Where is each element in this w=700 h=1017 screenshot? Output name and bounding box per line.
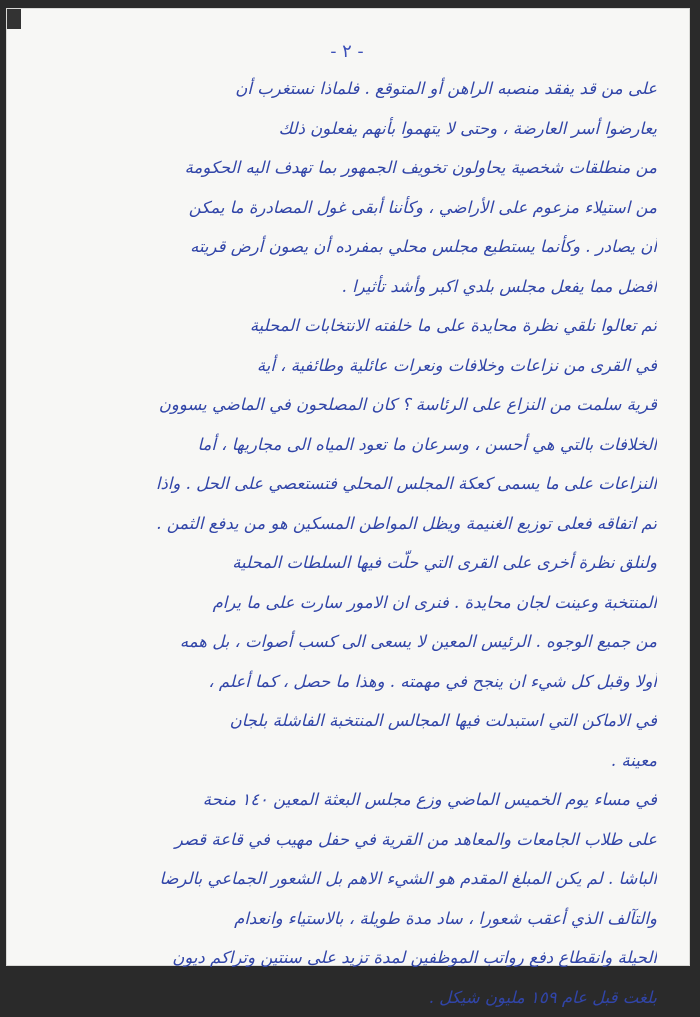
text-line: ثم تعالوا نلقي نظرة محايدة على ما خلفته الانتخابات المحلية [47,306,657,346]
text-line: الحيلة وانقطاع دفع رواتب الموظفين لمدة تزيد على سنتين وتراكم ديون [47,938,657,978]
text-line: في الاماكن التي استبدلت فيها المجالس المنتخبة الفاشلة بلجان [47,701,657,741]
text-line: من استيلاء مزعوم على الأراضي ، وكأننا أبقى غول المصادرة ما يمكن [47,188,657,228]
text-line: والتآلف الذي أعقب شعورا ، ساد مدة طويلة ، بالاستياء وانعدام [47,899,657,939]
text-line: على من قد يفقد منصبه الراهن أو المتوقع . فلماذا نستغرب أن [47,69,657,109]
text-line: من منطلقات شخصية يحاولون تخويف الجمهور بما تهدف اليه الحكومة [47,148,657,188]
text-line: يعارضوا أسر العارضة ، وحتى لا يتهموا بأنهم يفعلون ذلك [47,109,657,149]
text-line: معينة . [47,741,657,781]
text-line: الخلافات بالتي هي أحسن ، وسرعان ما تعود المياه الى مجاريها ، أما [47,425,657,465]
letter-page [6,8,690,966]
corner-marker [7,9,21,29]
text-line: الباشا . لم يكن المبلغ المقدم هو الشيء الاهم بل الشعور الجماعي بالرضا [47,859,657,899]
text-line: في مساء يوم الخميس الماضي وزع مجلس البعثة المعين ١٤٠ منحة [47,780,657,820]
text-line: من جميع الوجوه . الرئيس المعين لا يسعى الى كسب أصوات ، بل همه [47,622,657,662]
text-line: على طلاب الجامعات والمعاهد من القرية في حفل مهيب في قاعة قصر [47,820,657,860]
text-line: قرية سلمت من النزاع على الرئاسة ؟ كان المصلحون في الماضي يسوون [47,385,657,425]
text-line: ولنلق نظرة أخرى على القرى التي حلّت فيها السلطات المحلية [47,543,657,583]
handwritten-body [47,69,657,1017]
text-line: بلغت قبل عام ١٥٩ مليون شيكل . [47,978,657,1017]
text-line: تم اتفاقه فعلى توزيع الغنيمة ويظل المواطن المسكين هو من يدفع الثمن . [47,504,657,544]
text-line: أولا وقبل كل شيء ان ينجح في مهمته . وهذا ما حصل ، كما أعلم ، [47,662,657,702]
text-line: أن يصادر . وكأنما يستطيع مجلس محلي بمفرده أن يصون أرض قريته [47,227,657,267]
text-line: النزاعات على ما يسمى كعكة المجلس المحلي فتستعصي على الحل . واذا [47,464,657,504]
page-number: - ٢ - [307,41,387,62]
text-line: في القرى من نزاعات وخلافات ونعرات عائلية وطائفية ، أية [47,346,657,386]
text-line: المنتخبة وعينت لجان محايدة . فنرى ان الامور سارت على ما يرام [47,583,657,623]
text-line: افضل مما يفعل مجلس بلدي اكبر وأشد تأثيرا . [47,267,657,307]
